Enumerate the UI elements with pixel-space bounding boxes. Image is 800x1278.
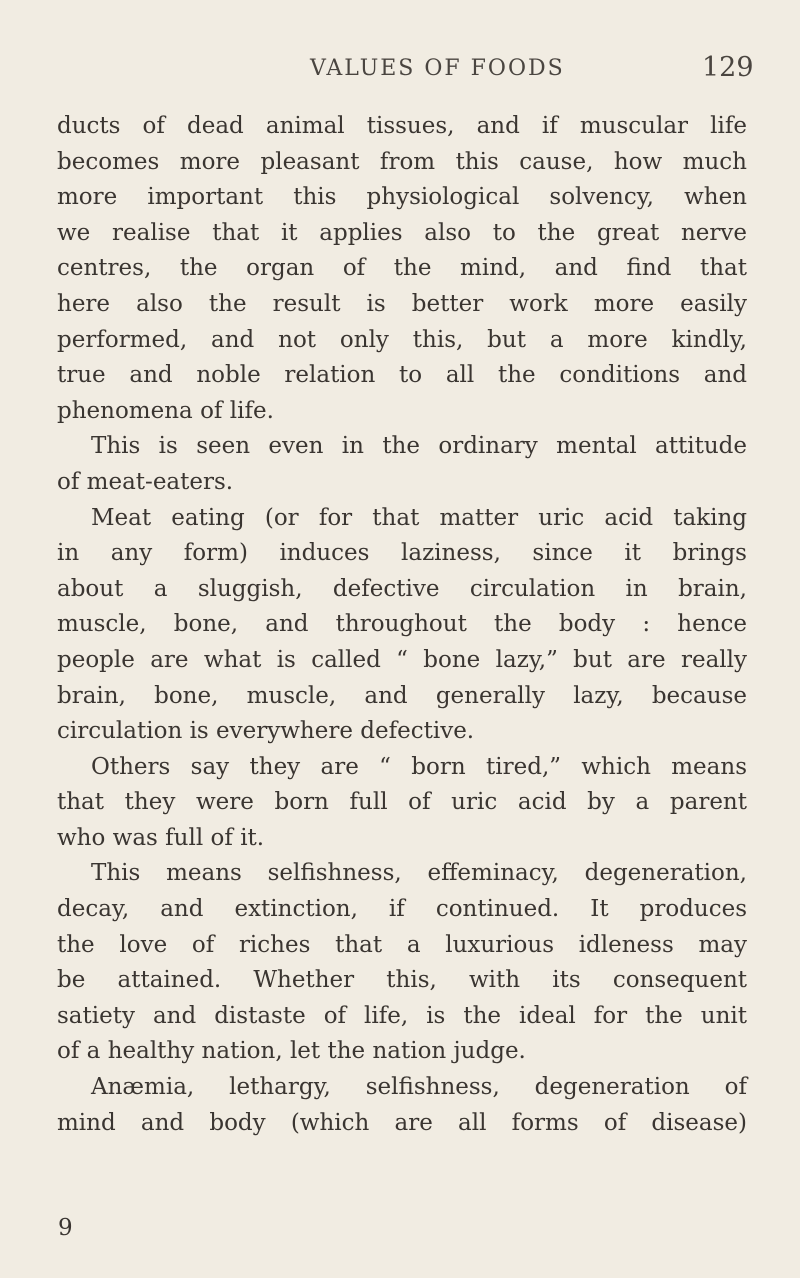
text-line: ducts of dead animal tissues, and if muscular life	[57, 113, 747, 139]
text-line: This is seen even in the ordinary mental attitude	[91, 433, 747, 460]
text-line: who was full of it.	[57, 824, 265, 851]
text-line: phenomena of life.	[57, 397, 274, 424]
text-line: centres, the organ of the mind, and find that	[57, 255, 747, 282]
page-number: 129	[702, 52, 754, 83]
text-line: be attained. Whether this, with its consequent	[57, 967, 747, 994]
text-line: of a healthy nation, let the nation judge.	[57, 1038, 526, 1065]
text-line: in any form) induces laziness, since it brings	[57, 540, 747, 567]
text-line: Others say they are “ born tired,” which means	[91, 753, 747, 780]
text-line: decay, and extinction, if continued. It produces	[57, 896, 747, 923]
text-line: true and noble relation to all the conditions and	[57, 362, 747, 389]
text-line: of meat-eaters.	[57, 468, 234, 495]
text-line: circulation is everywhere defective.	[57, 718, 475, 745]
text-line: muscle, bone, and throughout the body : hence	[57, 611, 747, 638]
text-line: we realise that it applies also to the great nerve	[57, 219, 747, 246]
text-line: here also the result is better work more easily	[57, 290, 747, 317]
running-head	[0, 52, 800, 92]
running-head-title: VALUES OF FOODS	[310, 56, 565, 81]
printer-signature-mark: 9	[58, 1215, 73, 1241]
text-line: Meat eating (or for that matter uric acid taking	[91, 504, 747, 531]
text-line: about a sluggish, defective circulation in brain,	[57, 575, 747, 602]
text-line: brain, bone, muscle, and generally lazy, because	[57, 682, 747, 709]
text-line: people are what is called “ bone lazy,” but are really	[57, 646, 747, 673]
text-line: satiety and distaste of life, is the ideal for the unit	[57, 1002, 747, 1029]
text-line: This means selfishness, effeminacy, degeneration,	[91, 860, 747, 887]
text-line: becomes more pleasant from this cause, how much	[57, 148, 747, 175]
text-line: performed, and not only this, but a more kindly,	[57, 326, 747, 353]
text-line: Anæmia, lethargy, selfishness, degeneration of	[91, 1074, 747, 1101]
text-line: the love of riches that a luxurious idleness may	[57, 931, 747, 958]
body-text	[57, 109, 747, 1141]
text-line: mind and body (which are all forms of disease)	[57, 1109, 747, 1136]
text-line: that they were born full of uric acid by a parent	[57, 789, 747, 816]
text-line: more important this physiological solvency, when	[57, 184, 747, 211]
